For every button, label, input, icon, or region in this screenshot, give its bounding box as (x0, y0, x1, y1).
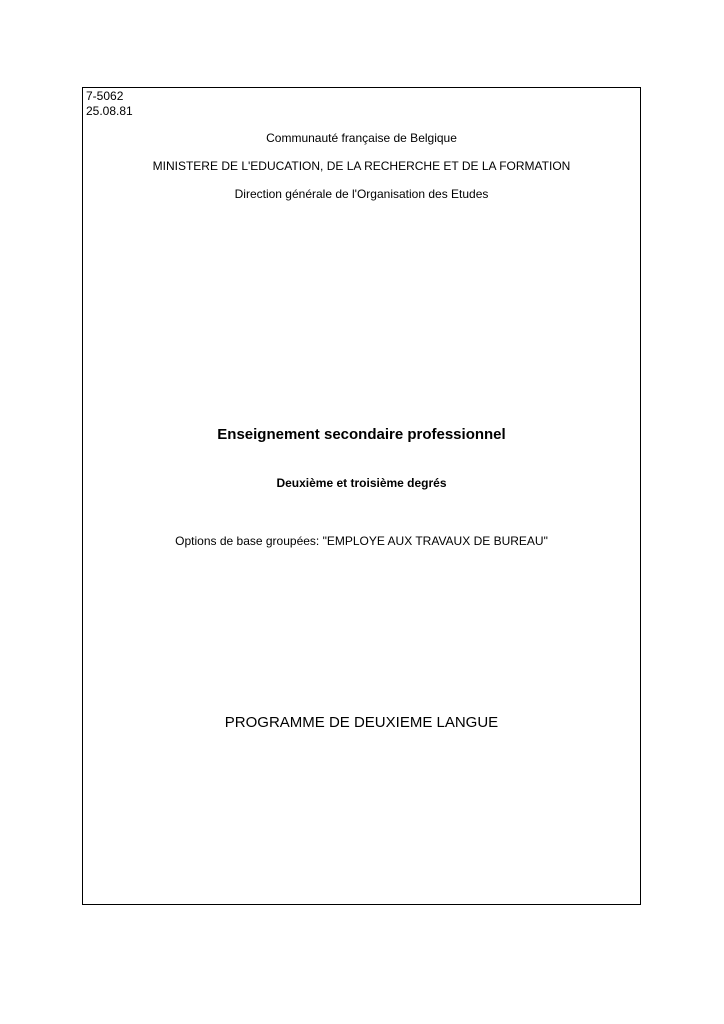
document-frame (82, 87, 641, 905)
direction-heading: Direction générale de l'Organisation des Etudes (234, 187, 489, 201)
options-line: Options de base groupées: "EMPLOYE AUX TRAVAUX DE BUREAU" (175, 534, 548, 548)
reference-block (86, 89, 133, 119)
reference-number: 7-5062 (86, 89, 124, 103)
document-title: Enseignement secondaire professionnel (217, 426, 506, 443)
document-date: 25.08.81 (86, 104, 133, 118)
degrees-subtitle: Deuxième et troisième degrés (276, 476, 447, 490)
ministry-heading: MINISTERE DE L'EDUCATION, DE LA RECHERCHE ET DE LA FORMATION (152, 159, 571, 173)
authority-heading: Communauté française de Belgique (266, 131, 457, 145)
programme-title: PROGRAMME DE DEUXIEME LANGUE (224, 714, 499, 731)
